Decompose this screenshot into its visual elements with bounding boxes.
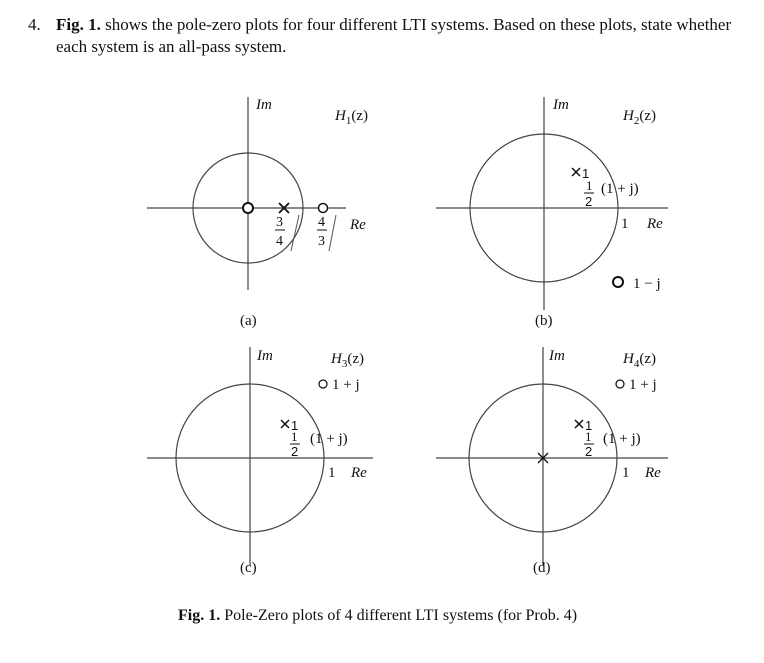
plot-c-title: $H_3(z)$ — [331, 351, 364, 370]
plot-a-divider-1 — [291, 215, 299, 251]
plot-c-unit-tick: 1 — [328, 465, 336, 481]
plot-d-label: (d) — [533, 560, 551, 576]
plot-a — [147, 97, 368, 329]
plot-d-zero-label: 1 + j — [629, 377, 657, 393]
plot-a-zero-den: 3 — [318, 234, 325, 249]
plot-b-label: (b) — [535, 313, 553, 329]
plot-b-pole-den: 2 — [585, 194, 593, 209]
plot-b-title: $H_2(z)$ — [623, 108, 656, 127]
plot-c-pole-factor: (1 + j) — [310, 431, 348, 447]
plot-a-title: $H_1(z)$ — [335, 108, 368, 127]
plot-d-im-label: Im — [549, 348, 565, 364]
caption-fig-ref: Fig. 1. — [178, 607, 221, 624]
plot-d-pole-num: 1 — [585, 429, 592, 444]
problem-fig-ref: Fig. 1. — [56, 15, 101, 34]
plot-b-im-label: Im — [553, 97, 569, 113]
plot-d-re-label: Re — [645, 465, 661, 481]
plot-a-im-label: Im — [256, 97, 272, 113]
plot-b-pole-factor: (1 + j) — [601, 181, 639, 197]
caption-text: Pole-Zero plots of 4 different LTI systems (for Prob. 4) — [224, 607, 578, 624]
plot-b — [436, 97, 668, 329]
plot-b-pole-num: 1 — [586, 178, 593, 193]
plot-b-pole-marker-label: 1 — [582, 166, 590, 181]
plot-c-pole-den: 2 — [291, 444, 299, 459]
plot-d-pole-den: 2 — [585, 444, 593, 459]
plot-b-zero-marker — [613, 277, 623, 287]
plot-b-pole-marker — [572, 168, 580, 176]
plot-c — [147, 347, 373, 576]
plot-b-unit-tick: 1 — [621, 216, 629, 232]
plot-d-zero-marker — [616, 380, 624, 388]
figure-caption — [178, 607, 577, 625]
plot-c-im-label: Im — [257, 348, 273, 364]
plot-a-zero-origin — [243, 203, 253, 213]
plot-c-zero-label: 1 + j — [332, 377, 360, 393]
plot-b-re-label: Re — [647, 216, 663, 232]
plot-c-pole-marker — [281, 420, 289, 428]
plot-c-label: (c) — [240, 560, 257, 576]
plot-d-unit-tick: 1 — [622, 465, 630, 481]
plot-a-zero-num: 4 — [318, 215, 325, 230]
plot-c-pole-marker-label: 1 — [291, 418, 299, 433]
plot-d-pole-marker — [575, 420, 583, 428]
plot-a-divider-2 — [329, 215, 336, 251]
plot-c-pole-num: 1 — [291, 429, 298, 444]
plot-b-zero-label: 1 − j — [633, 276, 661, 292]
plot-d-title: $H_4(z)$ — [623, 351, 656, 370]
plot-c-re-label: Re — [351, 465, 367, 481]
problem-statement-text: shows the pole-zero plots for four different LTI systems. Based on these plots, state whether each system is an all-pass system. — [56, 15, 732, 56]
plot-d — [436, 347, 668, 576]
plot-d-pole-factor: (1 + j) — [603, 431, 641, 447]
plot-a-re-label: Re — [350, 217, 366, 233]
plot-a-pole-num: 3 — [276, 215, 283, 230]
plot-a-pole-den: 4 — [276, 234, 283, 249]
plot-a-label: (a) — [240, 313, 257, 329]
plot-a-zero-marker — [319, 204, 328, 213]
plot-c-zero-marker — [319, 380, 327, 388]
plot-d-pole-marker-label: 1 — [585, 418, 593, 433]
problem-number: 4. — [28, 15, 41, 34]
